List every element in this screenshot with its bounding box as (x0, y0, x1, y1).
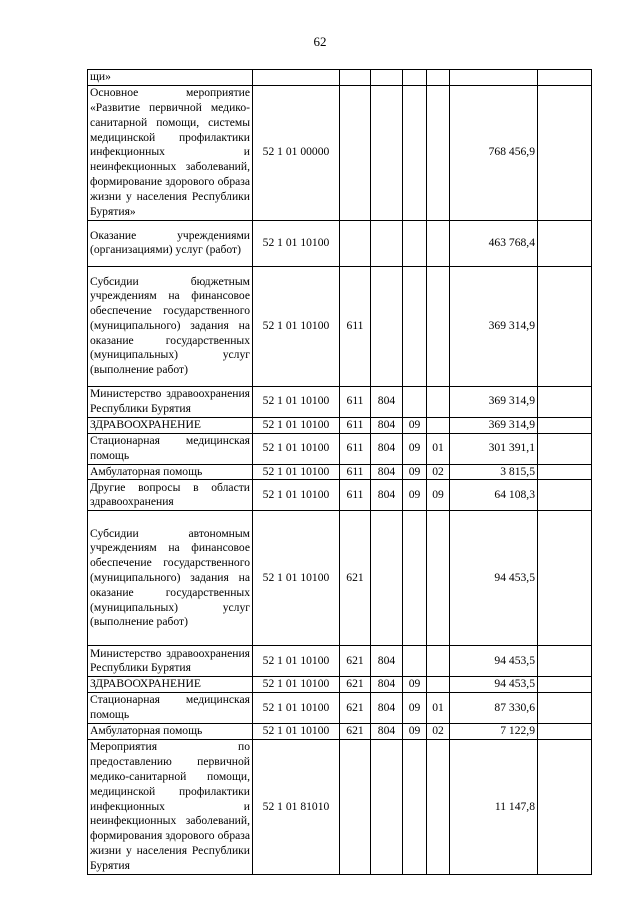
table-row (88, 70, 592, 86)
item-name-cell: Оказание учреждениями (организациями) услуг (работ) (88, 220, 253, 266)
subsection-code-cell: 01 (427, 433, 450, 464)
subsection-code-cell (427, 386, 450, 417)
expense-type-cell: 621 (340, 646, 371, 677)
extra-amount-cell (538, 433, 592, 464)
amount-cell: 768 456,9 (450, 85, 538, 220)
extra-amount-cell (538, 220, 592, 266)
item-name-cell: Министерство здравоохранения Республики Бурятия (88, 646, 253, 677)
item-name-cell: Амбулаторная помощь (88, 464, 253, 480)
expense-type-cell: 621 (340, 724, 371, 740)
section-code-cell: 09 (403, 480, 427, 511)
target-code-cell: 52 1 01 10100 (253, 433, 340, 464)
item-name-cell: Министерство здравоохранения Республики Бурятия (88, 386, 253, 417)
table-row (88, 693, 592, 724)
expense-type-cell (340, 85, 371, 220)
amount-cell: 463 768,4 (450, 220, 538, 266)
item-name-cell: Амбулаторная помощь (88, 724, 253, 740)
expense-type-cell (340, 739, 371, 874)
expense-type-cell (340, 220, 371, 266)
extra-amount-cell (538, 693, 592, 724)
expense-type-cell: 621 (340, 677, 371, 693)
target-code-cell: 52 1 01 10100 (253, 480, 340, 511)
extra-amount-cell (538, 70, 592, 86)
amount-cell: 11 147,8 (450, 739, 538, 874)
ministry-code-cell: 804 (371, 693, 403, 724)
ministry-code-cell: 804 (371, 417, 403, 433)
section-code-cell: 09 (403, 677, 427, 693)
subsection-code-cell: 02 (427, 464, 450, 480)
section-code-cell (403, 646, 427, 677)
extra-amount-cell (538, 511, 592, 646)
page-number: 62 (313, 34, 327, 49)
ministry-code-cell: 804 (371, 386, 403, 417)
ministry-code-cell: 804 (371, 724, 403, 740)
subsection-code-cell (427, 70, 450, 86)
amount-cell: 301 391,1 (450, 433, 538, 464)
target-code-cell (253, 70, 340, 86)
subsection-code-cell (427, 646, 450, 677)
expense-type-cell: 611 (340, 433, 371, 464)
item-name-cell: щи» (88, 70, 253, 86)
subsection-code-cell (427, 739, 450, 874)
extra-amount-cell (538, 85, 592, 220)
amount-cell: 87 330,6 (450, 693, 538, 724)
table-row (88, 386, 592, 417)
item-name-cell: Субсидии бюджетным учреждениям на финансовое обеспечение государственного (муниципального) задания на оказание государственных (муниципальных) услуг (выполнение работ) (88, 266, 253, 386)
subsection-code-cell (427, 511, 450, 646)
item-name-cell: Мероприятия по предоставлению первичной медико-санитарной помощи, медицинской профилактики инфекционных и неинфекционных заболеваний, формирования здорового образа жизни у населения Республики Бурятия (88, 739, 253, 874)
table-row (88, 417, 592, 433)
ministry-code-cell (371, 511, 403, 646)
ministry-code-cell (371, 739, 403, 874)
section-code-cell: 09 (403, 724, 427, 740)
table-row (88, 464, 592, 480)
item-name-cell: Основное мероприятие «Развитие первичной медико-санитарной помощи, системы медицинской профилактики инфекционных и неинфекционных заболеваний, формирование здорового образа жизни у населения Республики Бурятия» (88, 85, 253, 220)
extra-amount-cell (538, 646, 592, 677)
table-row (88, 480, 592, 511)
ministry-code-cell (371, 70, 403, 86)
amount-cell: 94 453,5 (450, 646, 538, 677)
section-code-cell (403, 739, 427, 874)
amount-cell: 94 453,5 (450, 511, 538, 646)
amount-cell: 7 122,9 (450, 724, 538, 740)
table-row (88, 266, 592, 386)
item-name-cell: ЗДРАВООХРАНЕНИЕ (88, 417, 253, 433)
section-code-cell: 09 (403, 417, 427, 433)
section-code-cell (403, 511, 427, 646)
expense-type-cell: 611 (340, 386, 371, 417)
budget-table-body (88, 70, 592, 875)
target-code-cell: 52 1 01 81010 (253, 739, 340, 874)
amount-cell: 369 314,9 (450, 417, 538, 433)
expense-type-cell (340, 70, 371, 86)
target-code-cell: 52 1 01 10100 (253, 693, 340, 724)
ministry-code-cell: 804 (371, 677, 403, 693)
table-row (88, 433, 592, 464)
table-row (88, 511, 592, 646)
budget-table (87, 69, 592, 875)
table-row (88, 85, 592, 220)
ministry-code-cell: 804 (371, 433, 403, 464)
item-name-cell: Другие вопросы в области здравоохранения (88, 480, 253, 511)
section-code-cell: 09 (403, 693, 427, 724)
extra-amount-cell (538, 386, 592, 417)
subsection-code-cell (427, 85, 450, 220)
extra-amount-cell (538, 417, 592, 433)
target-code-cell: 52 1 01 10100 (253, 724, 340, 740)
target-code-cell: 52 1 01 00000 (253, 85, 340, 220)
target-code-cell: 52 1 01 10100 (253, 677, 340, 693)
section-code-cell: 09 (403, 433, 427, 464)
extra-amount-cell (538, 464, 592, 480)
target-code-cell: 52 1 01 10100 (253, 646, 340, 677)
extra-amount-cell (538, 480, 592, 511)
section-code-cell: 09 (403, 464, 427, 480)
subsection-code-cell: 09 (427, 480, 450, 511)
subsection-code-cell (427, 266, 450, 386)
ministry-code-cell (371, 266, 403, 386)
expense-type-cell: 611 (340, 417, 371, 433)
amount-cell: 94 453,5 (450, 677, 538, 693)
target-code-cell: 52 1 01 10100 (253, 511, 340, 646)
amount-cell: 3 815,5 (450, 464, 538, 480)
section-code-cell (403, 266, 427, 386)
extra-amount-cell (538, 266, 592, 386)
item-name-cell: Стационарная медицинская помощь (88, 433, 253, 464)
expense-type-cell: 611 (340, 464, 371, 480)
section-code-cell (403, 386, 427, 417)
table-row (88, 739, 592, 874)
target-code-cell: 52 1 01 10100 (253, 386, 340, 417)
ministry-code-cell: 804 (371, 480, 403, 511)
expense-type-cell: 611 (340, 266, 371, 386)
section-code-cell (403, 85, 427, 220)
target-code-cell: 52 1 01 10100 (253, 220, 340, 266)
extra-amount-cell (538, 724, 592, 740)
table-row (88, 220, 592, 266)
subsection-code-cell (427, 220, 450, 266)
subsection-code-cell: 02 (427, 724, 450, 740)
amount-cell: 369 314,9 (450, 386, 538, 417)
target-code-cell: 52 1 01 10100 (253, 266, 340, 386)
amount-cell (450, 70, 538, 86)
subsection-code-cell (427, 417, 450, 433)
expense-type-cell: 621 (340, 693, 371, 724)
ministry-code-cell (371, 220, 403, 266)
item-name-cell: Стационарная медицинская помощь (88, 693, 253, 724)
extra-amount-cell (538, 677, 592, 693)
item-name-cell: Субсидии автономным учреждениям на финансовое обеспечение государственного (муниципального) задания на оказание государственных (муниципальных) услуг (выполнение работ) (88, 511, 253, 646)
expense-type-cell: 611 (340, 480, 371, 511)
ministry-code-cell: 804 (371, 646, 403, 677)
section-code-cell (403, 70, 427, 86)
extra-amount-cell (538, 739, 592, 874)
amount-cell: 64 108,3 (450, 480, 538, 511)
ministry-code-cell (371, 85, 403, 220)
target-code-cell: 52 1 01 10100 (253, 417, 340, 433)
table-row (88, 724, 592, 740)
expense-type-cell: 621 (340, 511, 371, 646)
section-code-cell (403, 220, 427, 266)
ministry-code-cell: 804 (371, 464, 403, 480)
table-row (88, 646, 592, 677)
subsection-code-cell (427, 677, 450, 693)
table-row (88, 677, 592, 693)
amount-cell: 369 314,9 (450, 266, 538, 386)
target-code-cell: 52 1 01 10100 (253, 464, 340, 480)
item-name-cell: ЗДРАВООХРАНЕНИЕ (88, 677, 253, 693)
subsection-code-cell: 01 (427, 693, 450, 724)
